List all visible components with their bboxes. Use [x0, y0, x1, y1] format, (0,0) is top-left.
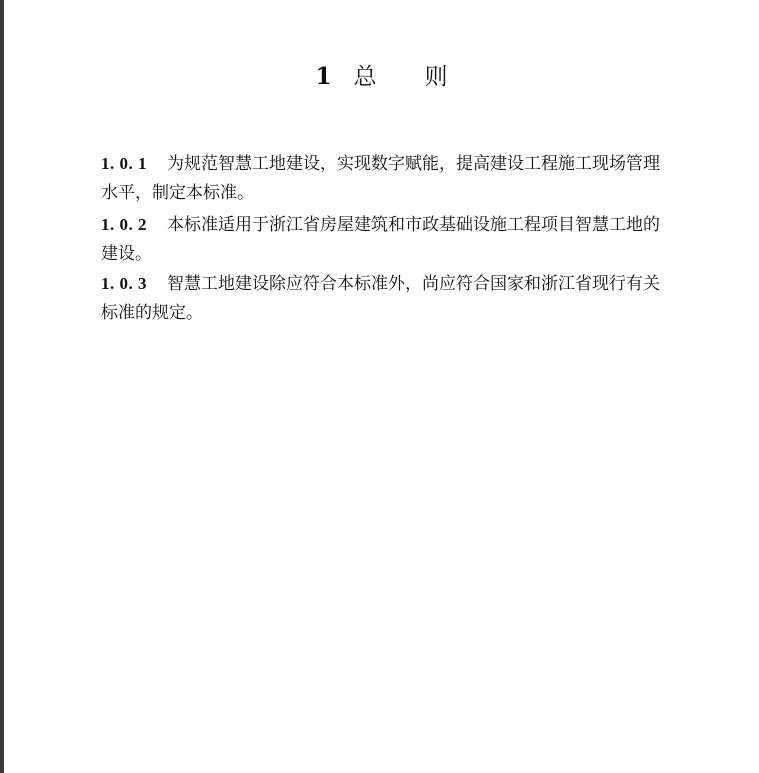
clause-text: 智慧工地建设除应符合本标准外，尚应符合国家和浙江省现行有关标准的规定。 — [101, 274, 660, 323]
clause-number: 1. 0. 3 — [101, 274, 147, 293]
chapter-title-char-2: 则 — [424, 64, 448, 90]
chapter-number: 1 — [315, 63, 332, 90]
clause-number: 1. 0. 2 — [101, 215, 147, 234]
clause-1-0-3 — [101, 269, 671, 328]
document-page — [4, 0, 759, 773]
clause-text: 本标准适用于浙江省房屋建筑和市政基础设施工程项目智慧工地的建设。 — [101, 215, 660, 264]
clause-text: 为规范智慧工地建设，实现数字赋能，提高建设工程施工现场管理水平，制定本标准。 — [101, 154, 660, 203]
clause-number: 1. 0. 1 — [101, 154, 147, 173]
clause-1-0-1 — [101, 149, 671, 208]
chapter-heading — [4, 58, 759, 91]
clause-1-0-2 — [101, 210, 671, 269]
chapter-title-char-1: 总 — [353, 64, 377, 90]
